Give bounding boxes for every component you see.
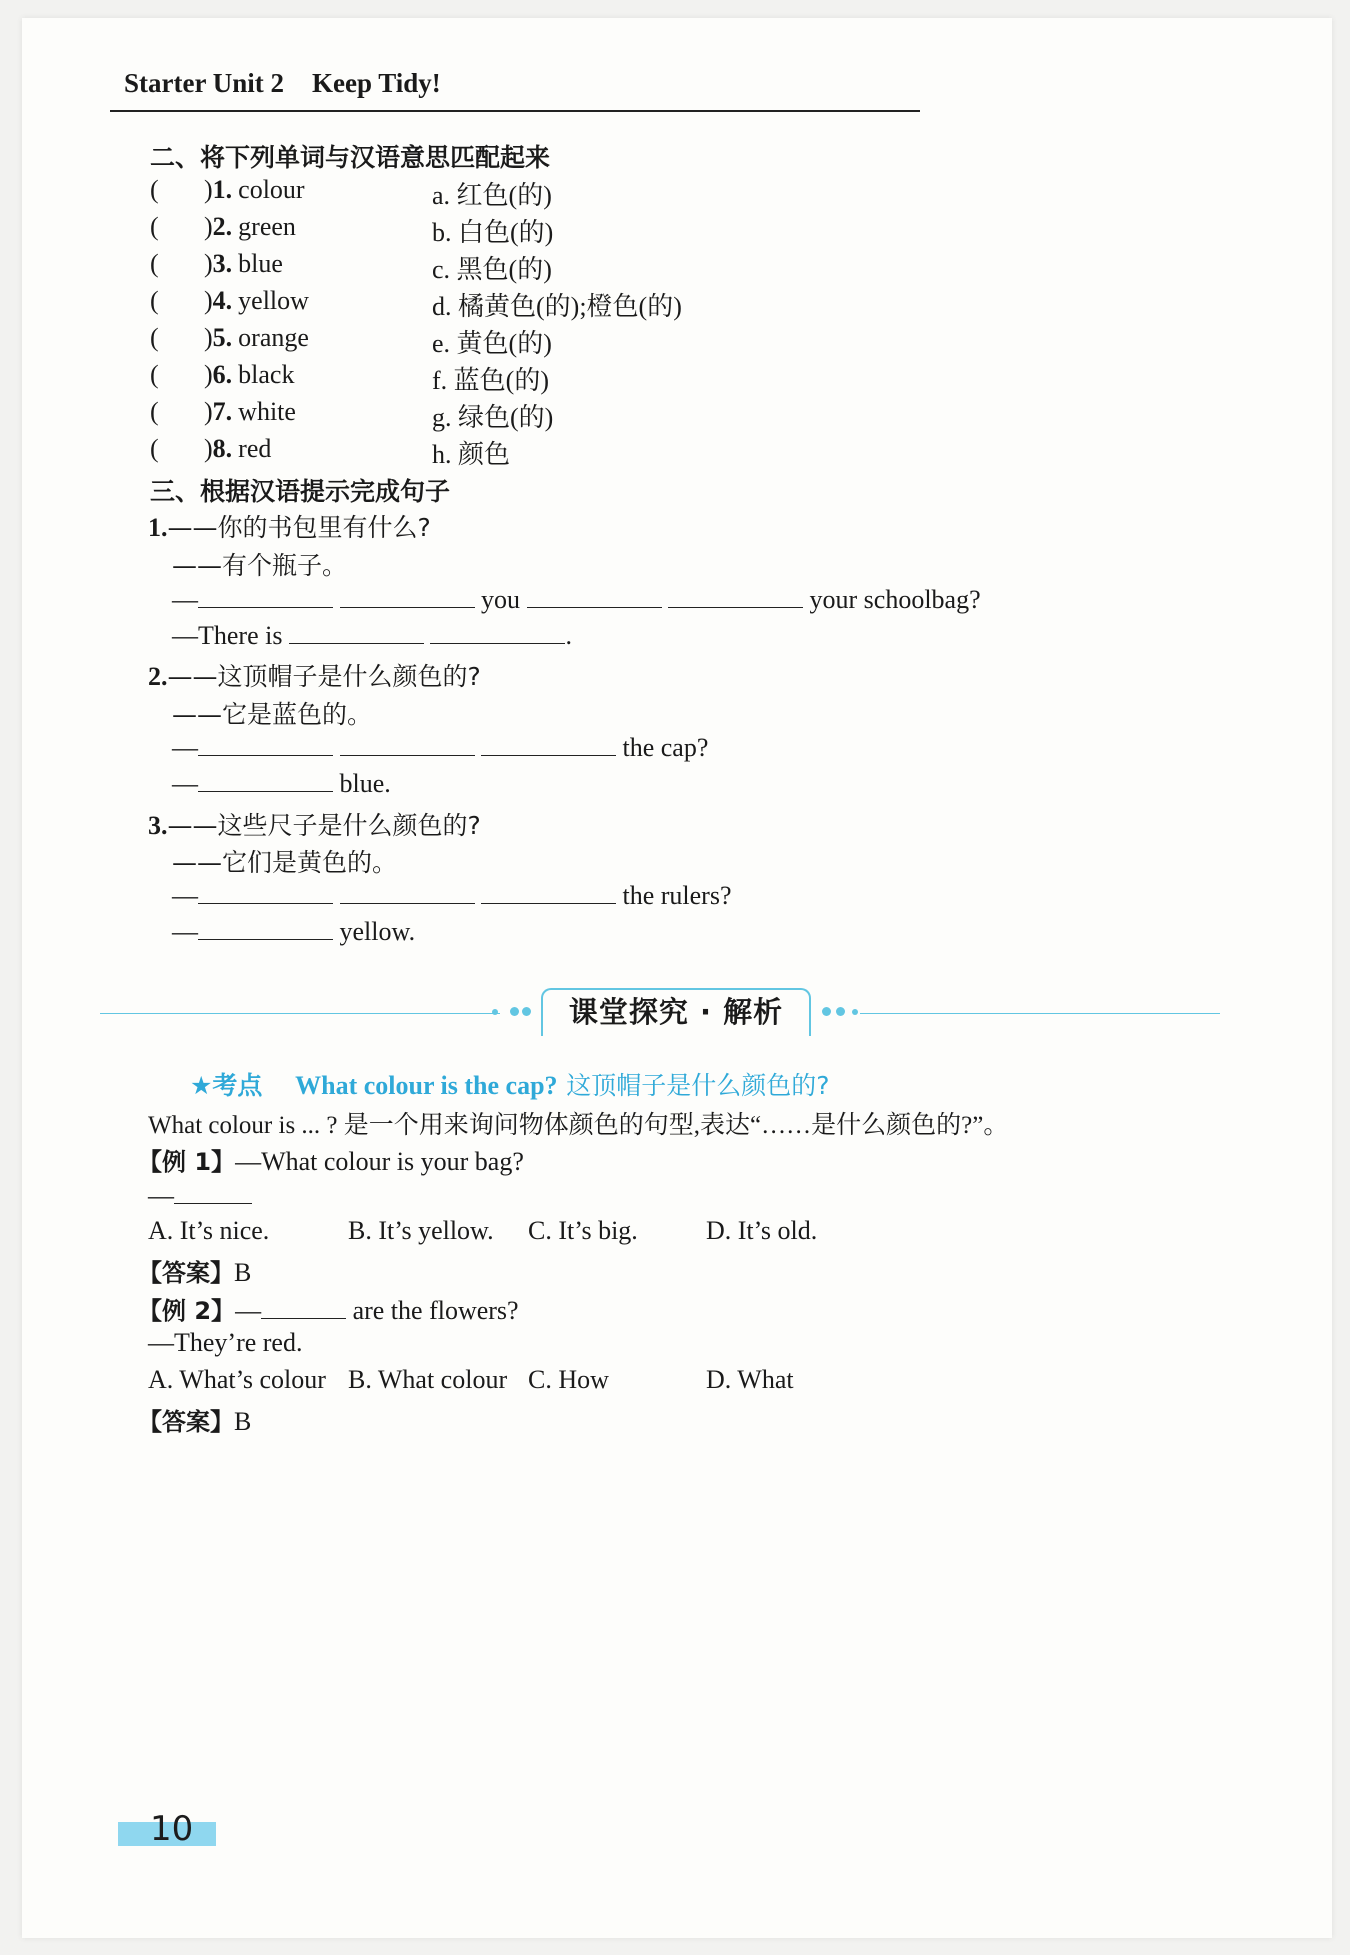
match-number: 3. — [212, 249, 233, 278]
match-paren-close: ) — [204, 323, 213, 352]
q1-en-answer: —There is . — [172, 621, 572, 650]
match-word — [204, 397, 296, 427]
band-line-left — [100, 1013, 500, 1014]
example1-option-b: B. It’s yellow. — [348, 1216, 494, 1245]
match-english-word: black — [238, 360, 295, 389]
match-word — [204, 212, 296, 242]
match-word — [204, 323, 309, 353]
example2-answer: 【答案】B — [138, 1407, 252, 1436]
blank[interactable] — [430, 621, 565, 644]
example1-option-c: C. It’s big. — [528, 1216, 638, 1245]
band-line-right — [860, 1013, 1220, 1014]
match-option: d. 橘黄色(的);橙色(的) — [432, 292, 682, 321]
match-english-word: yellow — [238, 286, 309, 315]
match-word — [204, 175, 305, 205]
match-english-word: green — [238, 212, 296, 241]
band-dot — [822, 1007, 831, 1016]
match-number: 8. — [212, 434, 233, 463]
q2-cn-answer: ——它是蓝色的。 — [172, 700, 373, 729]
match-number: 1. — [212, 175, 233, 204]
match-paren-close: ) — [204, 286, 213, 315]
match-english-word: colour — [238, 175, 305, 204]
blank[interactable] — [481, 881, 616, 904]
blank[interactable] — [481, 733, 616, 756]
match-option: a. 红色(的) — [432, 181, 552, 210]
match-word — [204, 286, 309, 316]
q2-en-answer: — blue. — [172, 769, 391, 798]
band-dot — [510, 1007, 519, 1016]
example2-option-d: D. What — [706, 1365, 794, 1394]
match-paren-open: ( — [150, 175, 159, 204]
page-number: 10 — [150, 1809, 194, 1849]
match-paren-open: ( — [150, 397, 159, 426]
blank[interactable] — [198, 585, 333, 608]
q2-number: 2. — [148, 662, 168, 691]
match-paren-open: ( — [150, 212, 159, 241]
q3-en-answer: — yellow. — [172, 917, 416, 946]
blank[interactable] — [289, 621, 424, 644]
match-paren-close: ) — [204, 249, 213, 278]
match-number: 4. — [212, 286, 233, 315]
band-dot — [492, 1009, 498, 1015]
match-paren-close: ) — [204, 397, 213, 426]
q3-cn-question: ——这些尺子是什么颜色的? — [167, 811, 481, 840]
match-english-word: blue — [238, 249, 283, 278]
match-number: 6. — [212, 360, 233, 389]
example1-answer: 【答案】B — [138, 1258, 252, 1287]
match-paren-open: ( — [150, 286, 159, 315]
running-header — [124, 68, 441, 99]
band-dot — [852, 1009, 858, 1015]
q1-cn-question: ——你的书包里有什么? — [167, 513, 431, 542]
kaodian-explanation: What colour is ... ? 是一个用来询问物体颜色的句型,表达“……是什么颜色的?”。 — [148, 1112, 1009, 1139]
blank[interactable] — [198, 917, 333, 940]
blank[interactable] — [668, 585, 803, 608]
blank[interactable] — [174, 1181, 252, 1204]
q3-number: 3. — [148, 811, 168, 840]
q1-number: 1. — [148, 513, 168, 542]
band-title: 课堂探究 · 解析 — [568, 995, 784, 1029]
unit-label: Starter Unit 2 — [124, 68, 284, 98]
q2-prompt — [148, 657, 481, 693]
unit-title: Keep Tidy! — [311, 68, 441, 98]
blank[interactable] — [198, 733, 333, 756]
match-number: 2. — [212, 212, 233, 241]
kaodian-en: What colour is the cap? — [295, 1071, 558, 1100]
blank[interactable] — [198, 881, 333, 904]
blank[interactable] — [340, 881, 475, 904]
kaodian-label: ★考点 — [190, 1071, 263, 1100]
match-paren-open: ( — [150, 323, 159, 352]
example1-tag: 【例 1】 — [138, 1148, 236, 1176]
example2-option-c: C. How — [528, 1365, 609, 1394]
match-english-word: white — [238, 397, 296, 426]
q2-cn-question: ——这顶帽子是什么颜色的? — [167, 662, 481, 691]
blank[interactable] — [340, 733, 475, 756]
section2-heading: 二、将下列单词与汉语意思匹配起来 — [150, 143, 551, 172]
match-paren-close: ) — [204, 212, 213, 241]
section3-heading: 三、根据汉语提示完成句子 — [150, 477, 451, 506]
example1-option-d: D. It’s old. — [706, 1216, 818, 1245]
example2-option-b: B. What colour — [348, 1365, 508, 1394]
q3-en-question: — the rulers? — [172, 881, 732, 910]
match-word — [204, 434, 271, 464]
kaodian-cn: 这顶帽子是什么颜色的? — [566, 1071, 830, 1100]
match-paren-open: ( — [150, 434, 159, 463]
match-english-word: red — [238, 434, 272, 463]
example2-tag: 【例 2】 — [138, 1297, 236, 1325]
blank[interactable] — [527, 585, 662, 608]
match-paren-close: ) — [204, 175, 213, 204]
q1-prompt — [148, 508, 431, 544]
band-dot — [522, 1007, 531, 1016]
blank[interactable] — [261, 1296, 346, 1319]
match-option: h. 颜色 — [432, 440, 511, 469]
blank[interactable] — [198, 769, 333, 792]
match-option: c. 黑色(的) — [432, 255, 552, 284]
example2-reply: —They’re red. — [148, 1328, 303, 1357]
example2-question: 【例 2】— are the flowers? — [138, 1296, 519, 1325]
match-option: f. 蓝色(的) — [432, 366, 549, 395]
q2-en-question: — the cap? — [172, 733, 709, 762]
header-rule — [110, 110, 920, 112]
match-option: b. 白色(的) — [432, 218, 554, 247]
match-paren-close: ) — [204, 434, 213, 463]
match-option: g. 绿色(的) — [432, 403, 554, 432]
example1-question: 【例 1】—What colour is your bag? — [138, 1147, 524, 1176]
match-number: 7. — [212, 397, 233, 426]
match-word — [204, 360, 294, 390]
blank[interactable] — [340, 585, 475, 608]
match-option: e. 黄色(的) — [432, 329, 552, 358]
kaodian-heading — [190, 1066, 830, 1102]
match-paren-open: ( — [150, 360, 159, 389]
q1-en-question: — you your schoolbag? — [172, 585, 981, 614]
q3-cn-answer: ——它们是黄色的。 — [172, 848, 398, 877]
example1-answer-line: — — [148, 1181, 252, 1211]
match-english-word: orange — [238, 323, 309, 352]
match-number: 5. — [212, 323, 233, 352]
match-paren-close: ) — [204, 360, 213, 389]
example1-option-a: A. It’s nice. — [148, 1216, 270, 1245]
band-dot — [836, 1007, 845, 1016]
q1-cn-answer: ——有个瓶子。 — [172, 551, 348, 580]
q3-prompt — [148, 806, 481, 842]
match-word — [204, 249, 283, 279]
example2-option-a: A. What’s colour — [148, 1365, 326, 1394]
match-paren-open: ( — [150, 249, 159, 278]
